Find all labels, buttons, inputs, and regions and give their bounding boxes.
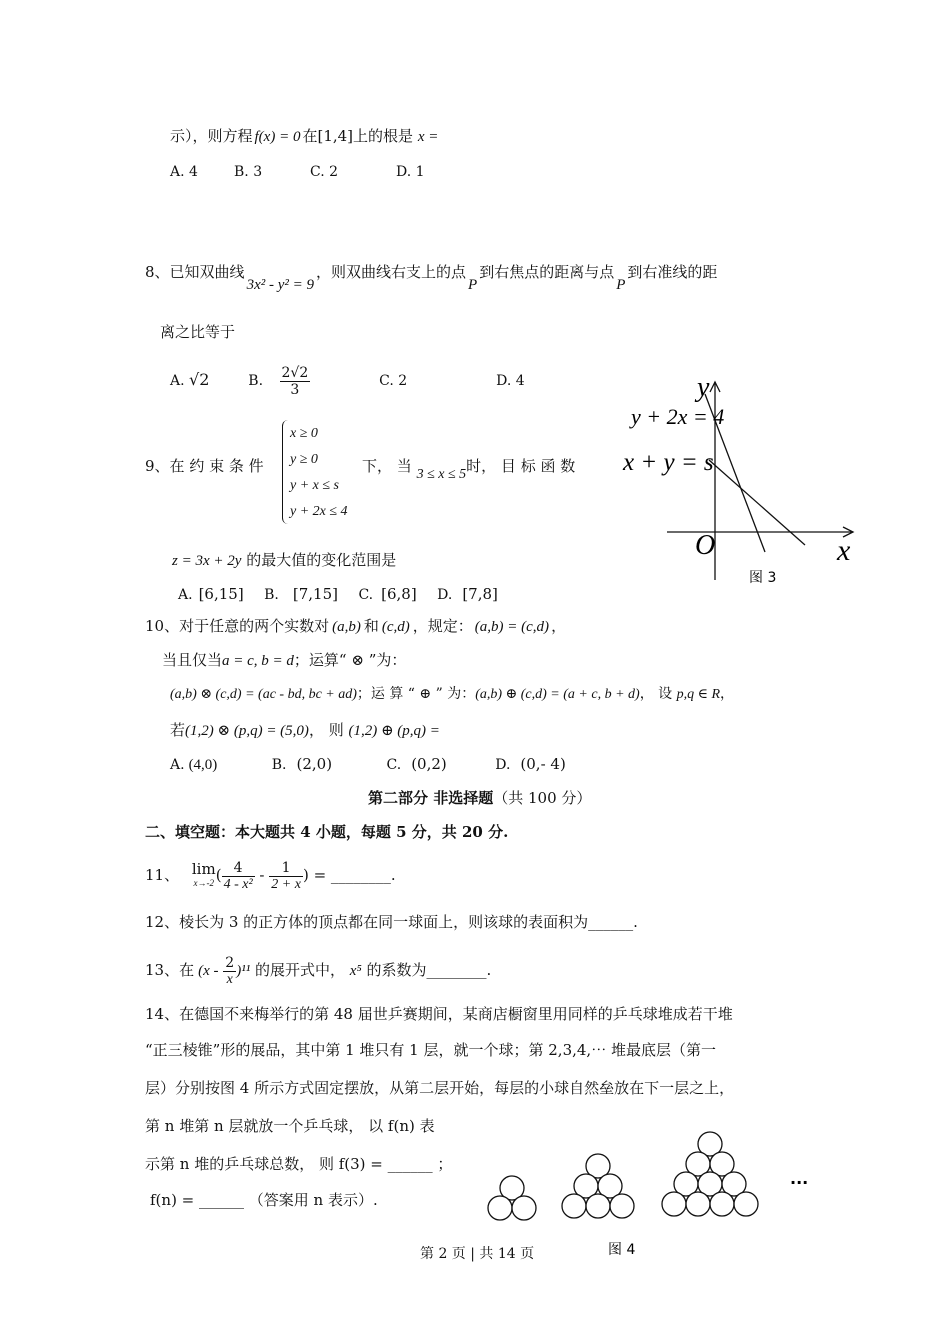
q10-line-1: 10、对于任意的两个实数对 (a,b) 和 (c,d) ，规定： (a,b) = (c,d) ， bbox=[145, 617, 567, 635]
fig3-x-label: x bbox=[837, 534, 851, 567]
fig4-ellipsis: ··· bbox=[790, 1173, 809, 1192]
q8-stem: 8、已知双曲线3x² - y² = 9，则双曲线右支上的点P到右焦点的距离与点P到右准线的距 bbox=[145, 263, 718, 293]
q8-stem-cont: 离之比等于 bbox=[160, 323, 236, 341]
fig3-line1-label: y + 2x = 4 bbox=[631, 404, 725, 429]
ball bbox=[610, 1194, 634, 1218]
fig3-caption: 图 3 bbox=[749, 570, 777, 586]
q10-line-3: (a,b) ⊗ (c,d) = (ac - bd, bc + ad)；运 算 “ ⊕ ” 为：(a,b) ⊕ (c,d) = (a + c, b + d)， 设 p,q ∈ R， bbox=[170, 686, 735, 702]
ball bbox=[512, 1196, 536, 1220]
q14-line-1: 14、在德国不来梅举行的第 48 届世乒赛期间，某商店橱窗里用同样的乒乓球堆成若干堆 bbox=[145, 1005, 733, 1023]
section-2-heading: 二、填空题：本大题共 4 小题，每题 5 分，共 20 分. bbox=[145, 823, 509, 841]
fig3-line2-label: x + y = s bbox=[623, 449, 714, 476]
fig4-caption: 图 4 bbox=[608, 1242, 636, 1258]
q9-cond-2: y ≥ 0 bbox=[290, 452, 318, 467]
page-footer: 第 2 页 | 共 14 页 bbox=[420, 1246, 535, 1262]
ball bbox=[586, 1194, 610, 1218]
ball bbox=[710, 1192, 734, 1216]
figure-3 bbox=[615, 370, 865, 590]
ball bbox=[734, 1192, 758, 1216]
q9-cond-1: x ≥ 0 bbox=[290, 426, 318, 441]
q10-options: A. (4,0) B. (2,0) C. (0,2) D. (0,- 4) bbox=[170, 755, 566, 773]
q9-stem-mid: 下， 当 3 ≤ x ≤ 5时， 目 标 函 数 bbox=[362, 457, 576, 482]
q12: 12、棱长为 3 的正方体的顶点都在同一球面上，则该球的表面积为______. bbox=[145, 913, 638, 931]
q7-options: A. 4 B. 3 C. 2 D. 1 bbox=[170, 164, 425, 180]
q9-cond-3: y + x ≤ s bbox=[290, 478, 340, 493]
q14-line-4: 第 n 堆第 n 层就放一个乒乓球， 以 f(n) 表 bbox=[145, 1117, 435, 1135]
q9-stem: 9、在 约 束 条 件 bbox=[145, 457, 264, 475]
q10-line-4: 若(1,2) ⊗ (p,q) = (5,0)， 则 (1,2) ⊕ (p,q) = bbox=[170, 721, 440, 739]
q9-brace bbox=[282, 420, 289, 524]
q14-line-3: 层）分别按图 4 所示方式固定摆放，从第二层开始，每层的小球自然垒放在下一层之上， bbox=[145, 1079, 735, 1097]
fig3-origin-label: O bbox=[695, 530, 716, 561]
q9-cond-4: y + 2x ≤ 4 bbox=[290, 504, 348, 519]
figure-4 bbox=[480, 1124, 820, 1264]
ball bbox=[562, 1194, 586, 1218]
q7-stem: 示），则方程 f(x) = 0 在[1,4]上的根是 x = bbox=[170, 127, 439, 145]
fig3-y-label: y bbox=[697, 372, 710, 403]
q14-line-2: “正三棱锥”形的展品，其中第 1 堆只有 1 层，就一个球；第 2,3,4,⋯ 堆最底层（第一 bbox=[145, 1041, 716, 1059]
q14-line-5: 示第 n 堆的乒乓球总数， 则 f(3) = ______ ； bbox=[145, 1155, 453, 1173]
q10-line-2: 当且仅当a = c, b = d；运算“ ⊗ ”为： bbox=[162, 651, 407, 669]
part2-heading: 第二部分 非选择题（共 100 分） bbox=[368, 789, 592, 807]
ball bbox=[686, 1192, 710, 1216]
q14-line-6: f(n) = ______ （答案用 n 表示）. bbox=[150, 1191, 378, 1209]
q13: 13、在 (x - $\frac{2}{x}$ )¹¹ 的展开式中， x⁵ 的系数为________. bbox=[145, 954, 492, 987]
q11: 11、 lim x→-2 ( $\frac{4}{\text{4 - x²}}$ - $\frac{1}{2 + x}$ ) = ________. bbox=[145, 859, 396, 892]
ball bbox=[662, 1192, 686, 1216]
q9-options: A. [6,15] B. [7,15] C. [6,8] D. [7,8] bbox=[178, 585, 498, 603]
ball bbox=[488, 1196, 512, 1220]
q9-objective: z = 3x + 2y 的最大值的变化范围是 bbox=[172, 551, 397, 569]
q8-options: A. √2 B. $\frac{2√2}{3}$ C. 2 D. 4 bbox=[170, 364, 525, 398]
